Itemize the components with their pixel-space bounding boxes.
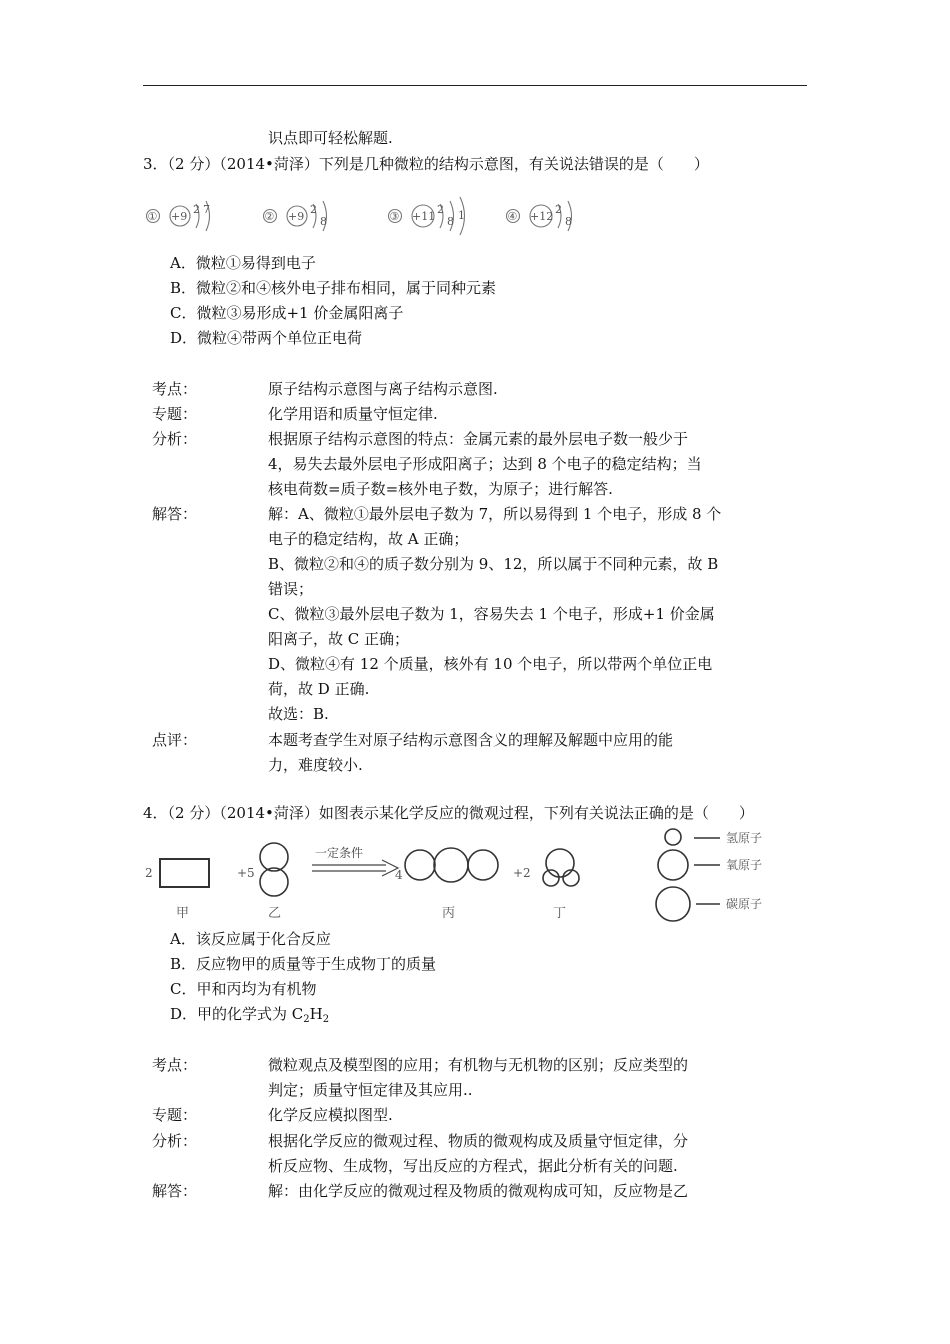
atom-3-shell-1: 2 [437, 203, 444, 216]
q4-option-d-mid: H [309, 1005, 323, 1023]
q3-kaodian: 原子结构示意图与离子结构示意图. [268, 380, 498, 398]
molecule-jia [160, 859, 209, 887]
q3-dianping-label: 点评： [152, 731, 198, 749]
atom-2-nucleus: +9 [288, 210, 305, 223]
q3-stem: 3．（2 分）（2014•菏泽）下列是几种微粒的结构示意图，有关说法错误的是（ ） [143, 155, 709, 173]
q3-fenxi-label: 分析： [152, 430, 198, 448]
coef-ding: +2 [513, 866, 531, 880]
q4-jieda: 解：由化学反应的微观过程及物质的微观构成可知，反应物是乙 [268, 1182, 689, 1200]
atom-2-label: ② [264, 210, 275, 223]
coef-bing: 4 [395, 868, 403, 882]
atom-2-shell-1: 2 [310, 203, 317, 216]
q3-jieda-line: 电子的稳定结构，故 A 正确； [268, 530, 469, 548]
atom-3-label: ③ [389, 210, 400, 223]
q3-atom-diagrams [140, 195, 600, 239]
q4-option-b: B．反应物甲的质量等于生成物丁的质量 [170, 955, 437, 973]
atom-1-shell-1: 2 [193, 203, 200, 216]
q4-option-d-text: D．甲的化学式为 C [170, 1005, 304, 1023]
q3-dianping-line: 力，难度较小. [268, 756, 363, 774]
q3-zhuanti-label: 专题： [152, 405, 198, 423]
q4-zhuanti-label: 专题： [152, 1106, 198, 1124]
atom-3-shell-2: 8 [447, 215, 454, 228]
q4-jieda-label: 解答： [152, 1182, 198, 1200]
atom-4-label: ④ [507, 210, 518, 223]
q3-jieda-line: 故选：B. [268, 705, 329, 723]
legend [656, 829, 720, 921]
q3-jieda-line: 阳离子，故 C 正确； [268, 630, 410, 648]
reaction-arrow [312, 860, 398, 876]
q4-kaodian-line: 判定；质量守恒定律及其应用.. [268, 1081, 473, 1099]
previous-answer-tail: 识点即可轻松解题. [268, 129, 393, 147]
coef-jia: 2 [145, 866, 153, 880]
q3-dianping-line: 本题考查学生对原子结构示意图含义的理解及解题中应用的能 [268, 731, 674, 749]
q4-option-a: A．该反应属于化合反应 [170, 930, 331, 948]
atom-4-shell-2: 8 [565, 215, 572, 228]
q3-jieda-line: D、微粒④有 12 个质量，核外有 10 个电子，所以带两个单位正电 [268, 655, 713, 673]
q4-zhuanti: 化学反应模拟图型. [268, 1106, 393, 1124]
q3-jieda-line: 解：A、微粒①最外层电子数为 7，所以易得到 1 个电子，形成 8 个 [268, 505, 722, 523]
q3-fenxi-line: 根据原子结构示意图的特点：金属元素的最外层电子数一般少于 [268, 430, 689, 448]
q3-zhuanti: 化学用语和质量守恒定律. [268, 405, 438, 423]
name-yi: 乙 [268, 906, 282, 921]
molecule-bing [405, 848, 498, 882]
legend-carbon: 碳原子 [726, 897, 763, 911]
header-rule [143, 85, 807, 86]
atom-3-shell-3: 1 [458, 209, 465, 222]
atom-2-shell-2: 8 [320, 215, 327, 228]
atom-1-nucleus: +9 [171, 210, 188, 223]
q4-option-d-sub2: 2 [322, 1014, 330, 1025]
q3-kaodian-label: 考点： [152, 380, 198, 398]
q3-option-d: D．微粒④带两个单位正电荷 [170, 329, 363, 347]
legend-hydrogen: 氢原子 [726, 831, 763, 845]
q4-option-d-sub1: 2 [303, 1014, 310, 1025]
atom-1-shell-2: 7 [203, 203, 210, 216]
q4-stem: 4．（2 分）（2014•菏泽）如图表示某化学反应的微观过程，下列有关说法正确的是（ ） [143, 804, 754, 822]
atom-4-shell-1: 2 [555, 203, 562, 216]
coef-yi: +5 [237, 866, 255, 880]
q3-jieda-line: 荷，故 D 正确. [268, 680, 370, 698]
atom-1-label: ① [147, 210, 158, 223]
q3-jieda-label: 解答： [152, 505, 198, 523]
q3-jieda-line: B、微粒②和④的质子数分别为 9、12，所以属于不同种元素，故 B [268, 555, 719, 573]
q3-fenxi-line: 4，易失去最外层电子形成阳离子；达到 8 个电子的稳定结构；当 [268, 455, 702, 473]
q3-fenxi-line: 核电荷数=质子数=核外电子数，为原子；进行解答. [268, 480, 613, 498]
name-jia: 甲 [176, 906, 190, 921]
molecule-yi [260, 843, 288, 896]
q3-option-a: A．微粒①易得到电子 [170, 254, 316, 272]
q3-option-c: C．微粒③易形成+1 价金属阳离子 [170, 304, 404, 322]
name-bing: 丙 [442, 906, 456, 921]
q3-jieda-line: 错误； [268, 580, 314, 598]
name-ding: 丁 [553, 906, 567, 921]
q4-reaction-diagram [140, 824, 790, 924]
legend-oxygen: 氧原子 [726, 858, 763, 872]
molecule-ding [543, 849, 579, 886]
q4-fenxi-label: 分析： [152, 1132, 198, 1150]
q3-option-b: B．微粒②和④核外电子排布相同，属于同种元素 [170, 279, 497, 297]
atom-4-nucleus: +12 [530, 210, 554, 223]
atom-3-nucleus: +11 [412, 210, 436, 223]
q4-option-d [170, 1004, 329, 1030]
q3-jieda-line: C、微粒③最外层电子数为 1，容易失去 1 个电子，形成+1 价金属 [268, 605, 715, 623]
q4-fenxi-line: 根据化学反应的微观过程、物质的微观构成及质量守恒定律，分 [268, 1132, 689, 1150]
q4-option-c: C．甲和丙均为有机物 [170, 980, 317, 998]
reaction-condition: 一定条件 [315, 846, 364, 860]
q4-fenxi-line: 析反应物、生成物，写出反应的方程式，据此分析有关的问题. [268, 1157, 678, 1175]
q4-kaodian-label: 考点： [152, 1056, 198, 1074]
q4-kaodian-line: 微粒观点及模型图的应用；有机物与无机物的区别；反应类型的 [268, 1056, 689, 1074]
